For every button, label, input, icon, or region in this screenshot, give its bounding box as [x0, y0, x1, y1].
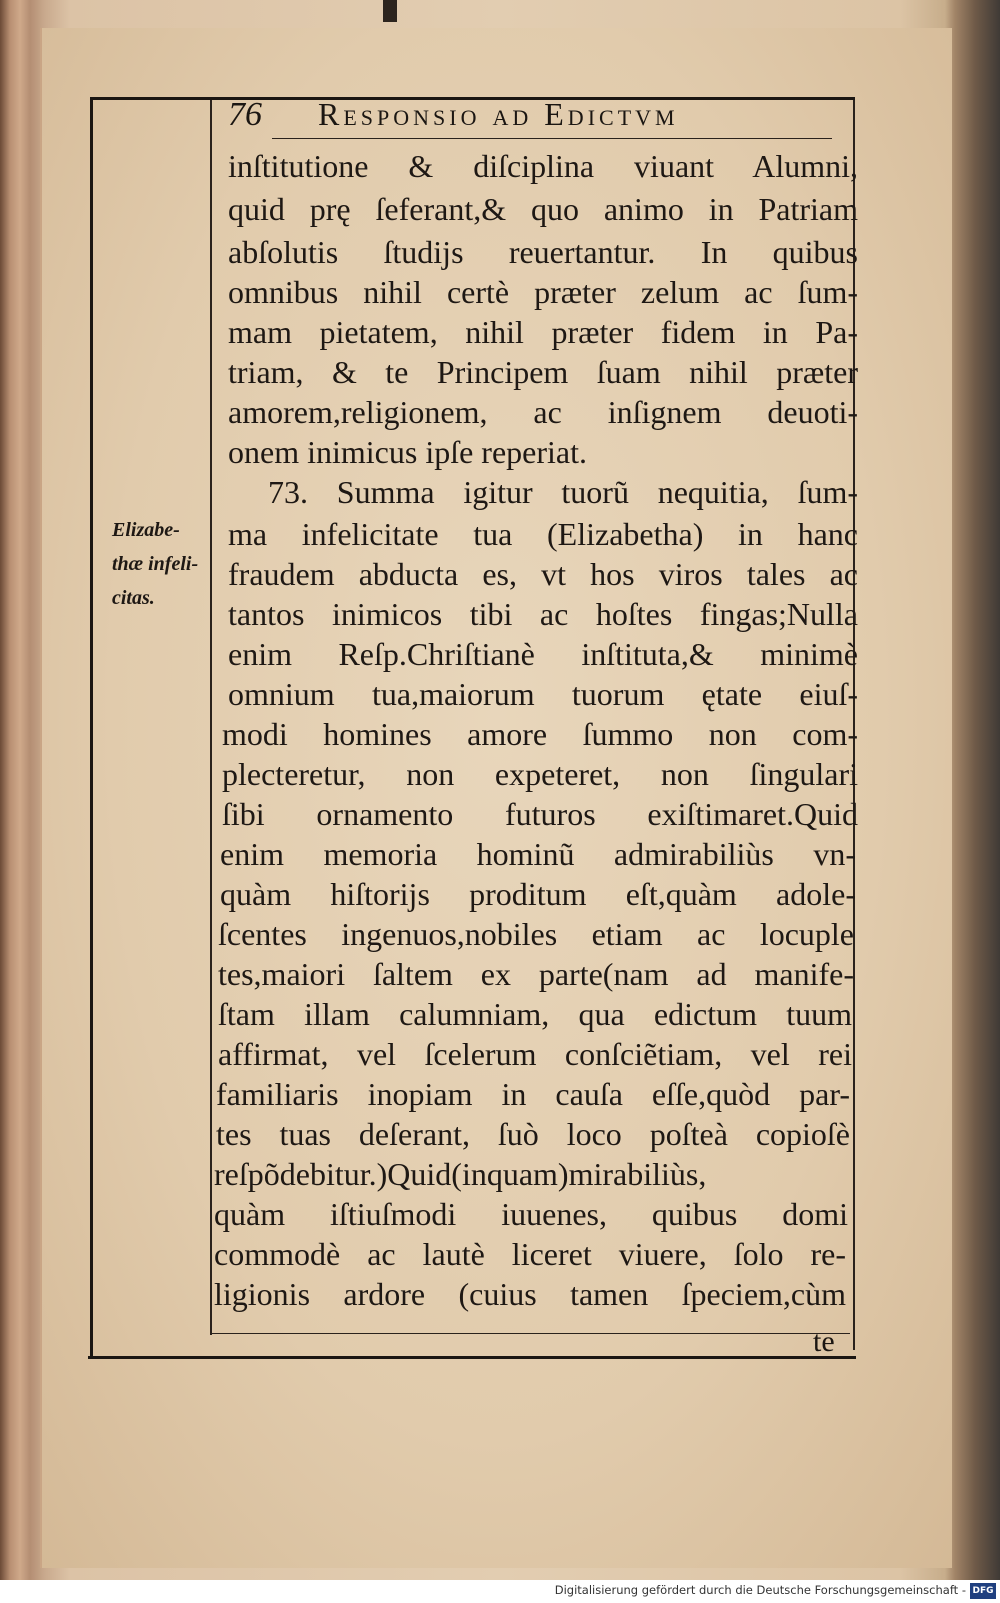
text-line: quàm iſtiuſmodi iuuenes, quibus domi — [214, 1196, 848, 1232]
margin-note-line: Elizabe- — [112, 519, 180, 541]
running-head: Responsio ad Edictvm — [318, 96, 679, 132]
text-line: omnibus nihil certè præter zelum ac ſum- — [228, 274, 858, 310]
header-rule — [272, 138, 832, 139]
text-line: modi homines amore ſummo non com- — [222, 716, 858, 752]
text-line: familiaris inopiam in cauſa eſſe,quòd par- — [216, 1076, 850, 1112]
text-line: enim Reſp.Chriſtianè inſtituta,& minimè — [228, 636, 858, 672]
text-line: amorem,religionem, ac inſignem deuoti- — [228, 394, 858, 430]
text-line: reſpõdebitur.)Quid(inquam)mirabiliùs, — [214, 1156, 707, 1192]
text-line: inſtitutione & diſciplina viuant Alumni, — [228, 148, 858, 184]
text-line: tes tuas deſerant, ſuò loco poſteà copioſè — [216, 1116, 850, 1152]
text-line: quid prę ſeferant,& quo animo in Patriam — [228, 191, 858, 227]
text-line: mam pietatem, nihil præter fidem in Pa- — [228, 314, 858, 350]
catchword: te — [813, 1325, 835, 1358]
dfg-logo: DFG — [970, 1583, 996, 1599]
text-line: commodè ac lautè liceret viuere, ſolo re- — [214, 1236, 846, 1272]
page-number: 76 — [228, 96, 262, 133]
text-line: affirmat, vel ſcelerum conſciẽtiam, vel rei — [218, 1036, 852, 1072]
text-line: triam, & te Principem ſuam nihil præter — [228, 354, 858, 390]
margin-column-rule — [210, 100, 212, 1335]
footer-rule — [210, 1333, 850, 1334]
frame-left-rule — [90, 97, 93, 1357]
text-line: tantos inimicos tibi ac hoſtes fingas;Nulla — [228, 596, 858, 632]
text-line: ſibi ornamento futuros exiſtimaret.Quid — [222, 796, 858, 832]
margin-note-line: thæ infeli- — [112, 553, 199, 575]
text-line: abſolutis ſtudijs reuertantur. In quibus — [228, 234, 858, 270]
text-line: onem inimicus ipſe reperiat. — [228, 434, 587, 470]
text-line: fraudem abducta es, vt hos viros tales ac — [228, 556, 858, 592]
text-line: plecteretur, non expeteret, non ſingulari — [222, 756, 858, 792]
margin-note-line: citas. — [112, 587, 155, 609]
text-line: enim memoria hominũ admirabiliùs vn- — [220, 836, 856, 872]
text-line: ſtam illam calumniam, qua edictum tuum — [218, 996, 852, 1032]
text-line: ligionis ardore (cuius tamen ſpeciem,cùm — [214, 1276, 846, 1312]
text-line: ma infelicitate tua (Elizabetha) in hanc — [228, 516, 858, 552]
paragraph-start-line: 73. Summa igitur tuorũ nequitia, ſum- — [268, 474, 858, 510]
text-line: omnium tua,maiorum tuorum ętate eiuſ- — [228, 676, 858, 712]
text-line: quàm hiſtorijs proditum eſt,quàm adole- — [220, 876, 856, 912]
binding-mark — [383, 0, 397, 22]
frame-bottom-rule — [88, 1356, 856, 1359]
text-line: ſcentes ingenuos,nobiles etiam ac locuple — [218, 916, 854, 952]
digitization-credit: Digitalisierung gefördert durch die Deutsche Forschungsgemeinschaft - — [554, 1583, 966, 1597]
text-line: tes,maiori ſaltem ex parte(nam ad manife- — [218, 956, 854, 992]
